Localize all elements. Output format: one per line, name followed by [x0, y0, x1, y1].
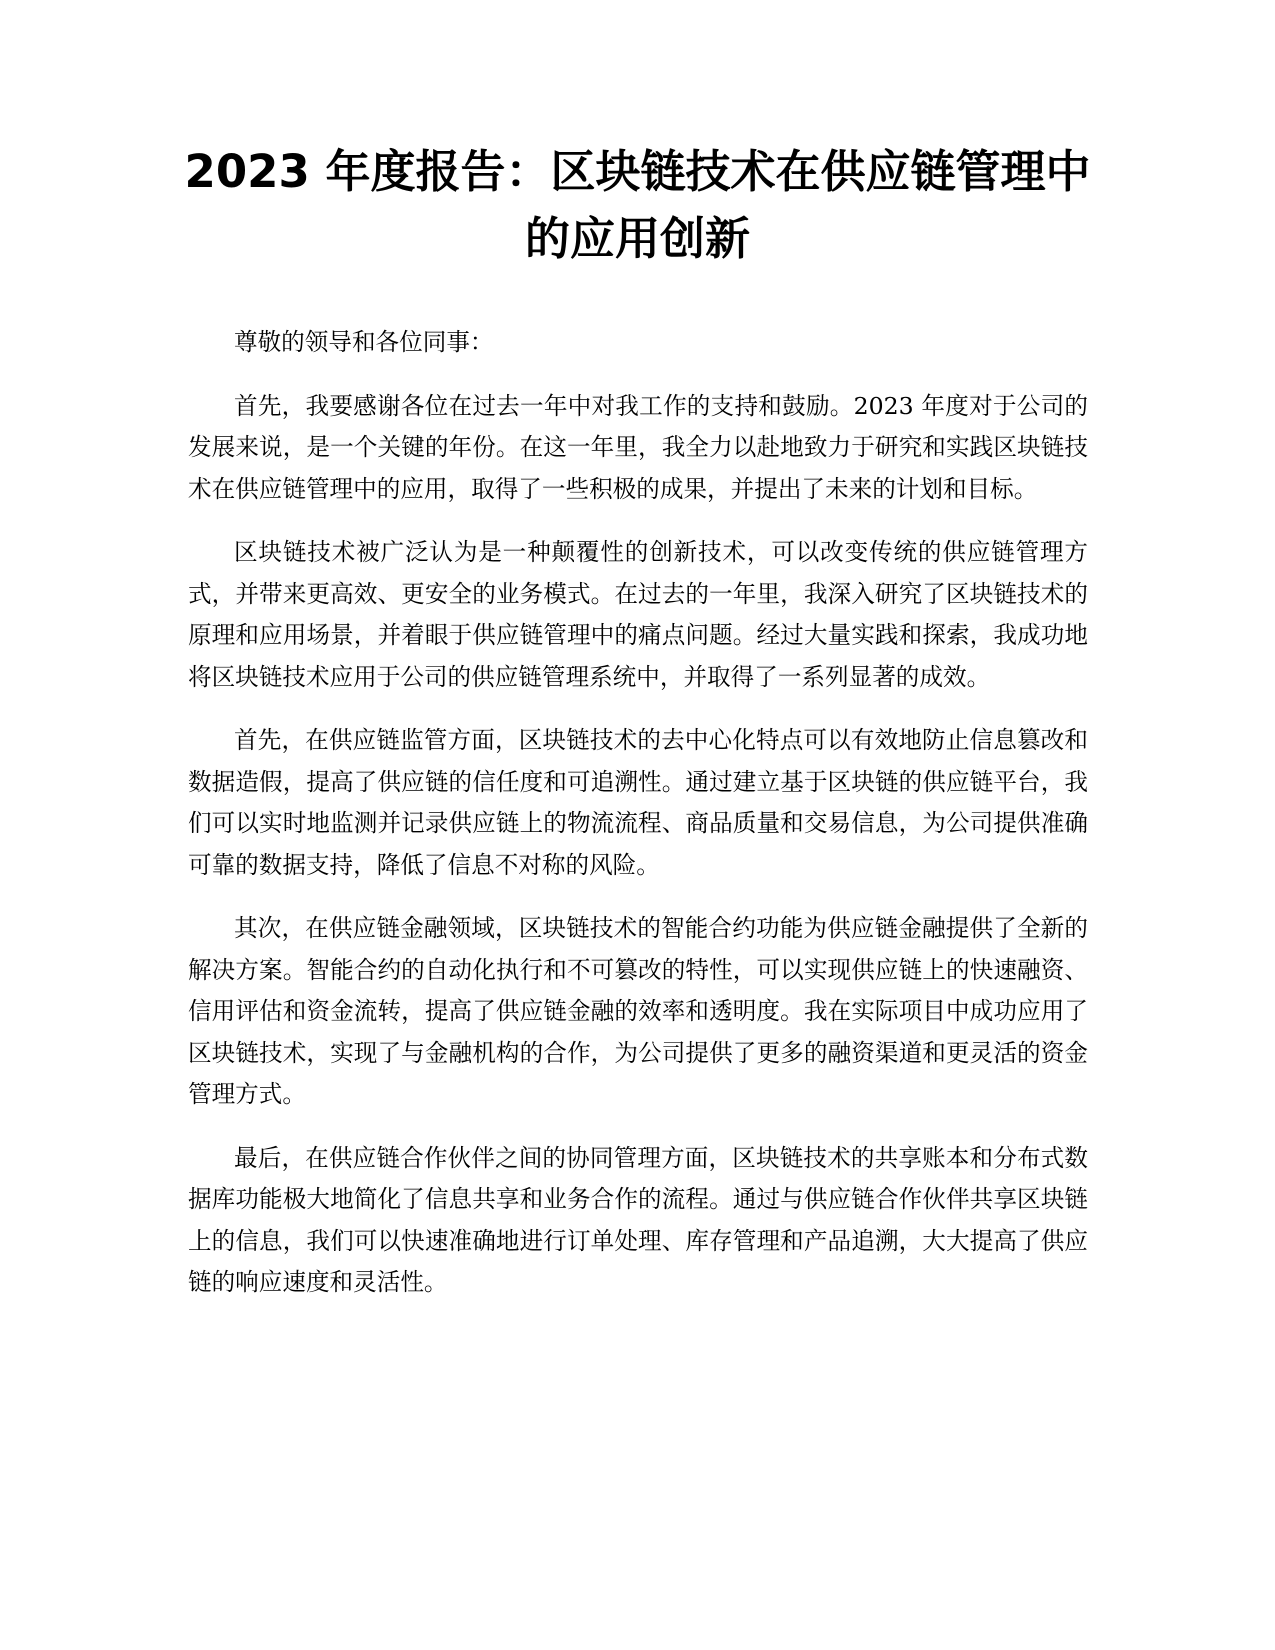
intro-paragraph: 首先，我要感谢各位在过去一年中对我工作的支持和鼓励。2023 年度对于公司的发展来说，是一个关键的年份。在这一年里，我全力以赴地致力于研究和实践区块链技术在供应链管理中的应用，取得了一些积极的成果，并提出了未来的计划和目标。 [188, 391, 1088, 503]
document-title-line-1: 2023 年度报告：区块链技术在供应链管理中 [184, 145, 1091, 198]
document-title-line-2: 的应用创新 [524, 212, 750, 265]
document-body [188, 322, 1088, 1326]
finance-paragraph: 其次，在供应链金融领域，区块链技术的智能合约功能为供应链金融提供了全新的解决方案。智能合约的自动化执行和不可篡改的特性，可以实现供应链上的快速融资、信用评估和资金流转，提高了供应链金融的效率和透明度。我在实际项目中成功应用了区块链技术，实现了与金融机构的合作，为公司提供了更多的融资渠道和更灵活的资金管理方式。 [188, 914, 1088, 1108]
collaboration-paragraph: 最后，在供应链合作伙伴之间的协同管理方面，区块链技术的共享账本和分布式数据库功能极大地简化了信息共享和业务合作的流程。通过与供应链合作伙伴共享区块链上的信息，我们可以快速准确地进行订单处理、库存管理和产品追溯，大大提高了供应链的响应速度和灵活性。 [188, 1143, 1088, 1296]
supervision-paragraph: 首先，在供应链监管方面，区块链技术的去中心化特点可以有效地防止信息篡改和数据造假，提高了供应链的信任度和可追溯性。通过建立基于区块链的供应链平台，我们可以实时地监测并记录供应链上的物流流程、商品质量和交易信息，为公司提供准确可靠的数据支持，降低了信息不对称的风险。 [188, 726, 1088, 879]
blockchain-overview-paragraph: 区块链技术被广泛认为是一种颠覆性的创新技术，可以改变传统的供应链管理方式，并带来更高效、更安全的业务模式。在过去的一年里，我深入研究了区块链技术的原理和应用场景，并着眼于供应链管理中的痛点问题。经过大量实践和探索，我成功地将区块链技术应用于公司的供应链管理系统中，并取得了一系列显著的成效。 [188, 538, 1088, 691]
document-title [160, 138, 1115, 272]
salutation-paragraph: 尊敬的领导和各位同事： [234, 328, 494, 356]
